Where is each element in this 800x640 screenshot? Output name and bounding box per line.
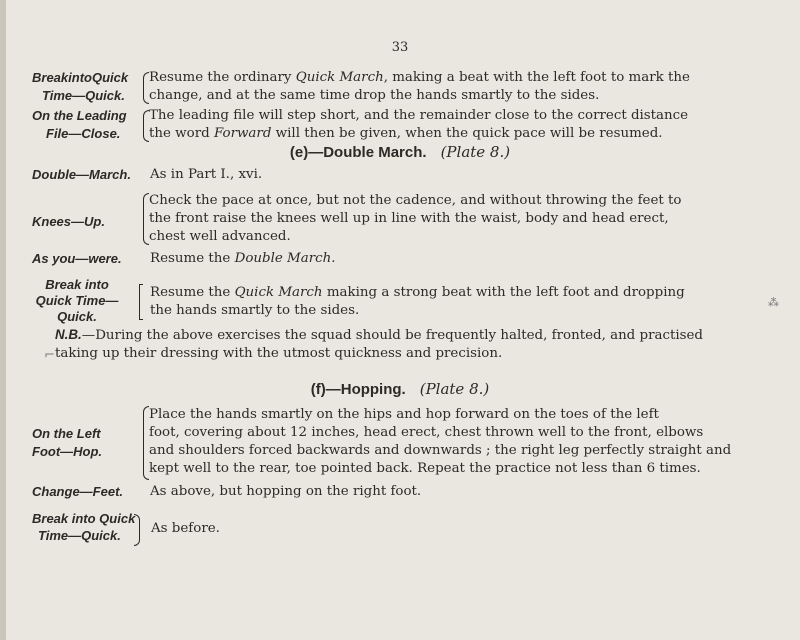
text-change-feet: As above, but hopping on the right foot. [150, 484, 422, 499]
paragraph-break-quick [150, 284, 761, 320]
text-line: Check the pace at once, but not the cadence, and without throwing the feet to [149, 193, 682, 208]
label-line: On the Leading [32, 108, 127, 123]
label-line: File—Close. [46, 126, 121, 141]
text-line: the word Forward will then be given, when the quick pace will be resumed. [149, 126, 663, 141]
note-head: N.B. [55, 327, 82, 342]
label-break-into-quick-time [32, 277, 122, 325]
paragraph-knees-up [149, 192, 761, 246]
heading-text: (f)—Hopping. [310, 381, 406, 398]
label-left-foot-hop [32, 425, 102, 461]
text-line: the front raise the knees well up in line with the waist, body and head erect, [149, 211, 669, 226]
paragraph-hopping [149, 406, 761, 478]
label-line: Break into [45, 277, 109, 292]
label-line: Quick Time— [35, 293, 119, 308]
text-line: the hands smartly to the sides. [150, 303, 360, 318]
label-knees-up: Knees—Up. [32, 214, 105, 229]
paragraph-leading-file [149, 107, 761, 143]
text-as-you-were: Resume the Double March. [150, 251, 336, 266]
label-line: Break into Quick [32, 511, 136, 526]
plate-reference: (Plate 8.) [440, 143, 511, 161]
heading-hopping [0, 380, 800, 398]
label-break-into-quick [32, 69, 128, 105]
text-line: change, and at the same time drop the hands smartly to the sides. [149, 88, 600, 103]
plate-reference: (Plate 8.) [419, 380, 490, 398]
text-line: N.B.—During the above exercises the squad should be frequently halted, fronted, and practised [55, 327, 704, 343]
text-line: Resume the ordinary Quick March, making a beat with the left foot to mark the [149, 70, 690, 85]
text-line: Resume the Quick March making a strong beat with the left foot and dropping [150, 285, 685, 300]
heading-text: (e)—Double March. [289, 144, 427, 161]
print-mark: ⌐ [44, 348, 55, 363]
text-line: The leading file will step short, and the remainder close to the correct distance [149, 108, 689, 123]
label-change-feet: Change—Feet. [32, 484, 124, 499]
brace [134, 514, 140, 546]
label-as-you-were: As you—were. [32, 251, 122, 266]
label-double-march: Double—March. [32, 167, 131, 182]
print-mark: ⁂ [768, 296, 779, 309]
note-nb [55, 326, 761, 363]
heading-double-march [0, 143, 800, 161]
label-line: Time—Quick. [42, 88, 125, 103]
label-break-into-quick-hop [32, 510, 135, 544]
page-binding-edge [0, 0, 6, 640]
text-line: foot, covering about 12 inches, head erect, chest thrown well to the front, elbows [149, 425, 704, 440]
text-break-hop: As before. [151, 521, 220, 536]
label-line: On the Left [32, 426, 101, 441]
text-line: chest well advanced. [149, 229, 291, 244]
text-line: taking up their dressing with the utmost quickness and precision. [55, 346, 503, 361]
label-line: Quick. [57, 309, 97, 324]
text-double-march: As in Part I., xvi. [150, 167, 263, 182]
page-number: 33 [391, 40, 409, 55]
label-leading-file [32, 107, 127, 143]
text-line: Place the hands smartly on the hips and hop forward on the toes of the left [149, 407, 659, 422]
text-line: and shoulders forced backwards and downwards ; the right leg perfectly straight and [149, 443, 732, 458]
label-line: Time—Quick. [38, 528, 121, 543]
label-line: BreakintoQuick [32, 70, 129, 85]
brace [139, 284, 143, 320]
label-line: Foot—Hop. [32, 444, 103, 459]
paragraph-quick-time [149, 69, 761, 105]
text-line: kept well to the rear, toe pointed back. Repeat the practice not less than 6 times. [149, 461, 701, 476]
